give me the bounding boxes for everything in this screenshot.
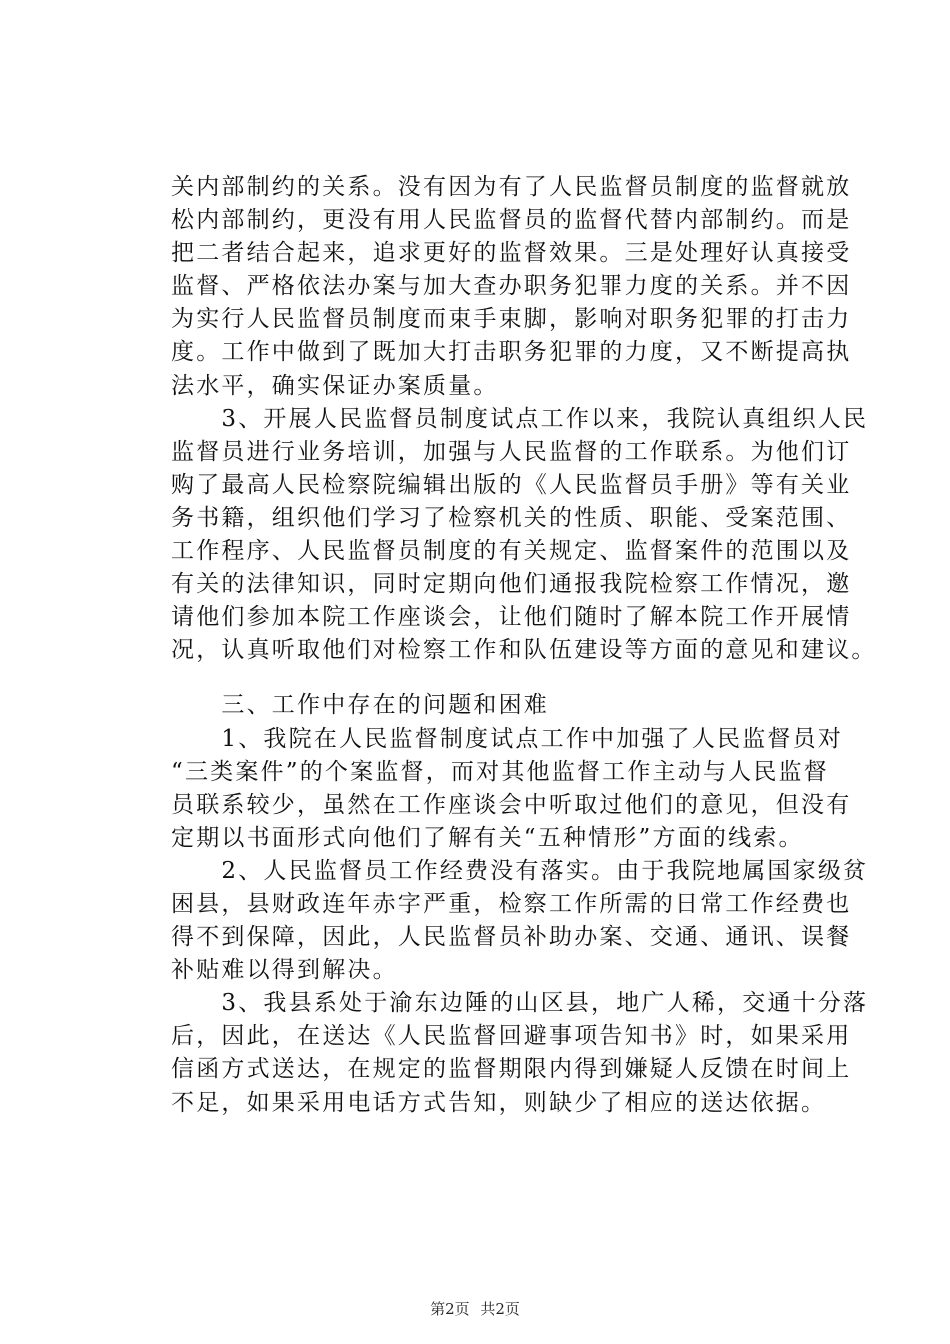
text-line: 况，认真听取他们对检察工作和队伍建设等方面的意见和建议。 — [171, 637, 877, 664]
text-line: 有关的法律知识，同时定期向他们通报我院检察工作情况，邀 — [171, 571, 852, 598]
text-line: 务书籍，组织他们学习了检察机关的性质、职能、受案范围、 — [171, 504, 852, 531]
paragraph-continuation — [171, 171, 851, 403]
text-line: “三类案件”的个案监督，而对其他监督工作主动与人民监督 — [171, 758, 829, 785]
text-line: 监督、严格依法办案与加大查办职务犯罪力度的关系。并不因 — [171, 273, 852, 300]
page-number: 第2页 — [430, 1300, 470, 1318]
text-line: 3、我县系处于渝东边陲的山区县，地广人稀，交通十分落 — [171, 990, 869, 1017]
text-line: 定期以书面形式向他们了解有关“五种情形”方面的线索。 — [171, 824, 804, 851]
text-line: 1、我院在人民监督制度试点工作中加强了人民监督员对 — [171, 725, 844, 752]
text-line: 请他们参加本院工作座谈会，让他们随时了解本院工作开展情 — [171, 604, 852, 631]
text-line: 后，因此，在送达《人民监督回避事项告知书》时，如果采用 — [171, 1023, 852, 1050]
section-heading: 三、工作中存在的问题和困难 — [171, 692, 549, 719]
text-line: 不足，如果采用电话方式告知，则缺少了相应的送达依据。 — [171, 1089, 827, 1116]
text-line: 监督员进行业务培训，加强与人民监督的工作联系。为他们订 — [171, 438, 852, 465]
paragraph-problem-1 — [171, 723, 851, 855]
text-line: 法水平，确实保证办案质量。 — [171, 372, 499, 399]
text-line: 困县，县财政连年赤字严重，检察工作所需的日常工作经费也 — [171, 890, 852, 917]
text-line: 工作程序、人民监督员制度的有关规定、监督案件的范围以及 — [171, 538, 852, 565]
text-line: 得不到保障，因此，人民监督员补助办案、交通、通讯、误餐 — [171, 924, 852, 951]
paragraph-item-3-training — [171, 403, 877, 668]
text-line: 度。工作中做到了既加大打击职务犯罪的力度，又不断提高执 — [171, 339, 852, 366]
text-line: 员联系较少，虽然在工作座谈会中听取过他们的意见，但没有 — [171, 791, 852, 818]
page-total: 共2页 — [480, 1300, 520, 1318]
paragraph-problem-3 — [171, 987, 869, 1119]
paragraph-gap — [171, 667, 851, 689]
text-line: 把二者结合起来，追求更好的监督效果。三是处理好认真接受 — [171, 240, 852, 267]
text-line: 关内部制约的关系。没有因为有了人民监督员制度的监督就放 — [171, 174, 852, 200]
page-footer — [0, 1298, 950, 1319]
text-line: 为实行人民监督员制度而束手束脚，影响对职务犯罪的打击力 — [171, 306, 852, 333]
text-line: 3、开展人民监督员制度试点工作以来，我院认真组织人民 — [171, 405, 869, 432]
text-line: 2、人民监督员工作经费没有落实。由于我院地属国家级贫 — [171, 857, 869, 884]
text-line: 购了最高人民检察院编辑出版的《人民监督员手册》等有关业 — [171, 471, 852, 498]
text-line: 补贴难以得到解决。 — [171, 957, 398, 984]
paragraph-problem-2 — [171, 855, 869, 987]
document-body — [171, 171, 877, 1120]
text-line: 松内部制约，更没有用人民监督员的监督代替内部制约。而是 — [171, 207, 852, 234]
text-line: 信函方式送达，在规定的监督期限内得到嫌疑人反馈在时间上 — [171, 1056, 852, 1083]
